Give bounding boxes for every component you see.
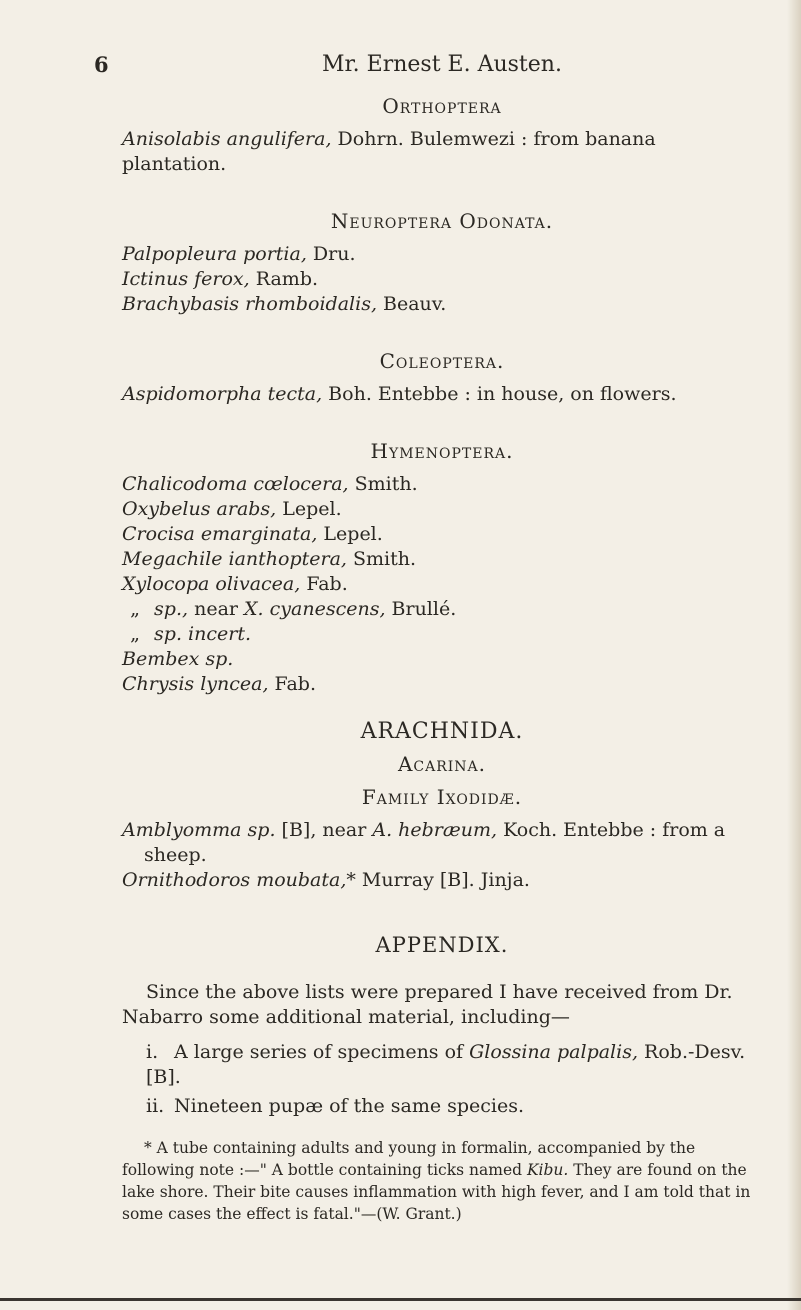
species-name: Glossina palpalis, xyxy=(469,1041,639,1063)
species-name: Oxybelus arabs, xyxy=(122,498,277,520)
species-name: Palpopleura portia, xyxy=(122,243,307,265)
section-arachnida xyxy=(122,719,762,893)
species-details: [B], near xyxy=(275,819,373,841)
species-entry xyxy=(122,547,762,572)
species-entry xyxy=(122,292,762,317)
species-entry xyxy=(122,267,762,292)
species-details: Brullé. xyxy=(385,598,457,620)
section-hymenoptera xyxy=(122,439,762,697)
species-details: Dru. xyxy=(306,243,356,265)
running-title: Mr. Ernest E. Austen. xyxy=(322,52,562,77)
species-name: Bembex sp. xyxy=(122,648,234,670)
species-details: Rob.-Desv. [B]. xyxy=(146,1041,746,1088)
species-entry xyxy=(122,818,762,868)
species-details: Beauv. xyxy=(376,293,447,315)
ditto-mark: „ xyxy=(130,598,140,620)
species-relation: near xyxy=(188,598,245,620)
heading-neuroptera: Neuroptera Odonata. xyxy=(330,209,554,233)
species-entry xyxy=(122,622,762,647)
subheading-acarina: Acarina. xyxy=(397,752,487,776)
footnote xyxy=(122,1137,762,1225)
species-name: Brachybasis rhomboidalis, xyxy=(122,293,377,315)
species-name: Aspidomorpha tecta, xyxy=(122,383,323,405)
species-name: Amblyomma sp. xyxy=(122,819,276,841)
species-details: Smith. xyxy=(348,473,418,495)
species-name-related: A. hebræum, xyxy=(372,819,498,841)
species-details: Lepel. xyxy=(317,523,383,545)
heading-family-ixodidae: Family Ixodidæ. xyxy=(361,785,523,809)
species-name: Chrysis lyncea, xyxy=(122,673,269,695)
species-entry xyxy=(122,522,762,547)
footnote-text: * A tube containing adults and young in formalin, accompanied by the following note :—" A bottle containing ticks named xyxy=(122,1139,696,1179)
appendix-list-item xyxy=(122,1094,762,1119)
species-entry xyxy=(122,382,762,407)
list-number: i. xyxy=(146,1041,159,1063)
footnote-rest: They are found on the lake shore. Their bite causes inflammation with high fever, and I am told that in some cases the effect is fatal."—(W. Grant.) xyxy=(122,1161,751,1223)
appendix-title: APPENDIX. xyxy=(375,933,509,957)
species-entry xyxy=(122,242,762,267)
species-name: X. cyanescens, xyxy=(244,598,386,620)
section-appendix xyxy=(122,933,762,1119)
species-name: Ictinus ferox, xyxy=(122,268,250,290)
species-entry xyxy=(122,868,762,893)
species-qualifier: sp., xyxy=(154,598,189,620)
species-entry xyxy=(122,572,762,597)
appendix-paragraph: Since the above lists were prepared I have received from Dr. Nabarro some additional material, including— xyxy=(122,981,733,1028)
page-edge-shadow xyxy=(787,0,801,1310)
species-name: Megachile ianthoptera, xyxy=(122,548,347,570)
appendix-list-item xyxy=(122,1040,762,1090)
species-name: Xylocopa olivacea, xyxy=(122,573,301,595)
species-details: Fab. xyxy=(300,573,348,595)
species-qualifier: sp. incert. xyxy=(154,623,251,645)
heading-orthoptera: Orthoptera xyxy=(382,94,502,118)
running-head xyxy=(94,52,762,82)
section-neuroptera xyxy=(122,209,762,317)
species-details: Dohrn. Bulemwezi : from banana plantation. xyxy=(122,128,656,175)
species-entry xyxy=(122,127,762,177)
section-coleoptera xyxy=(122,349,762,407)
species-entry xyxy=(122,497,762,522)
footnote-tick-name: Kibu. xyxy=(526,1161,569,1179)
list-number: ii. xyxy=(146,1095,165,1117)
page-number: 6 xyxy=(94,52,109,77)
species-entry xyxy=(122,647,762,672)
species-name: Chalicodoma cœlocera, xyxy=(122,473,349,495)
species-entry xyxy=(122,597,762,622)
species-name: Crocisa emarginata, xyxy=(122,523,318,545)
ditto-mark: „ xyxy=(130,623,140,645)
species-details: * Murray [B]. Jinja. xyxy=(346,869,530,891)
species-name: Ornithodoros moubata, xyxy=(122,869,347,891)
section-orthoptera xyxy=(122,94,762,177)
species-details: Fab. xyxy=(268,673,316,695)
species-details: Lepel. xyxy=(276,498,342,520)
heading-coleoptera: Coleoptera. xyxy=(379,349,505,373)
species-details: Boh. Entebbe : in house, on flowers. xyxy=(322,383,677,405)
list-text: Nineteen pupæ of the same species. xyxy=(174,1095,525,1117)
species-entry xyxy=(122,472,762,497)
heading-arachnida: ARACHNIDA. xyxy=(360,719,524,744)
species-entry xyxy=(122,672,762,697)
page-content xyxy=(94,52,762,1241)
species-details: Smith. xyxy=(346,548,417,570)
heading-hymenoptera: Hymenoptera. xyxy=(370,439,514,463)
bottom-rule xyxy=(0,1298,801,1301)
list-text: A large series of specimens of xyxy=(174,1041,470,1063)
species-details-locality: Koch. Entebbe : from a sheep. xyxy=(144,819,726,866)
species-details: Ramb. xyxy=(249,268,319,290)
species-name: Anisolabis angulifera, xyxy=(122,128,332,150)
